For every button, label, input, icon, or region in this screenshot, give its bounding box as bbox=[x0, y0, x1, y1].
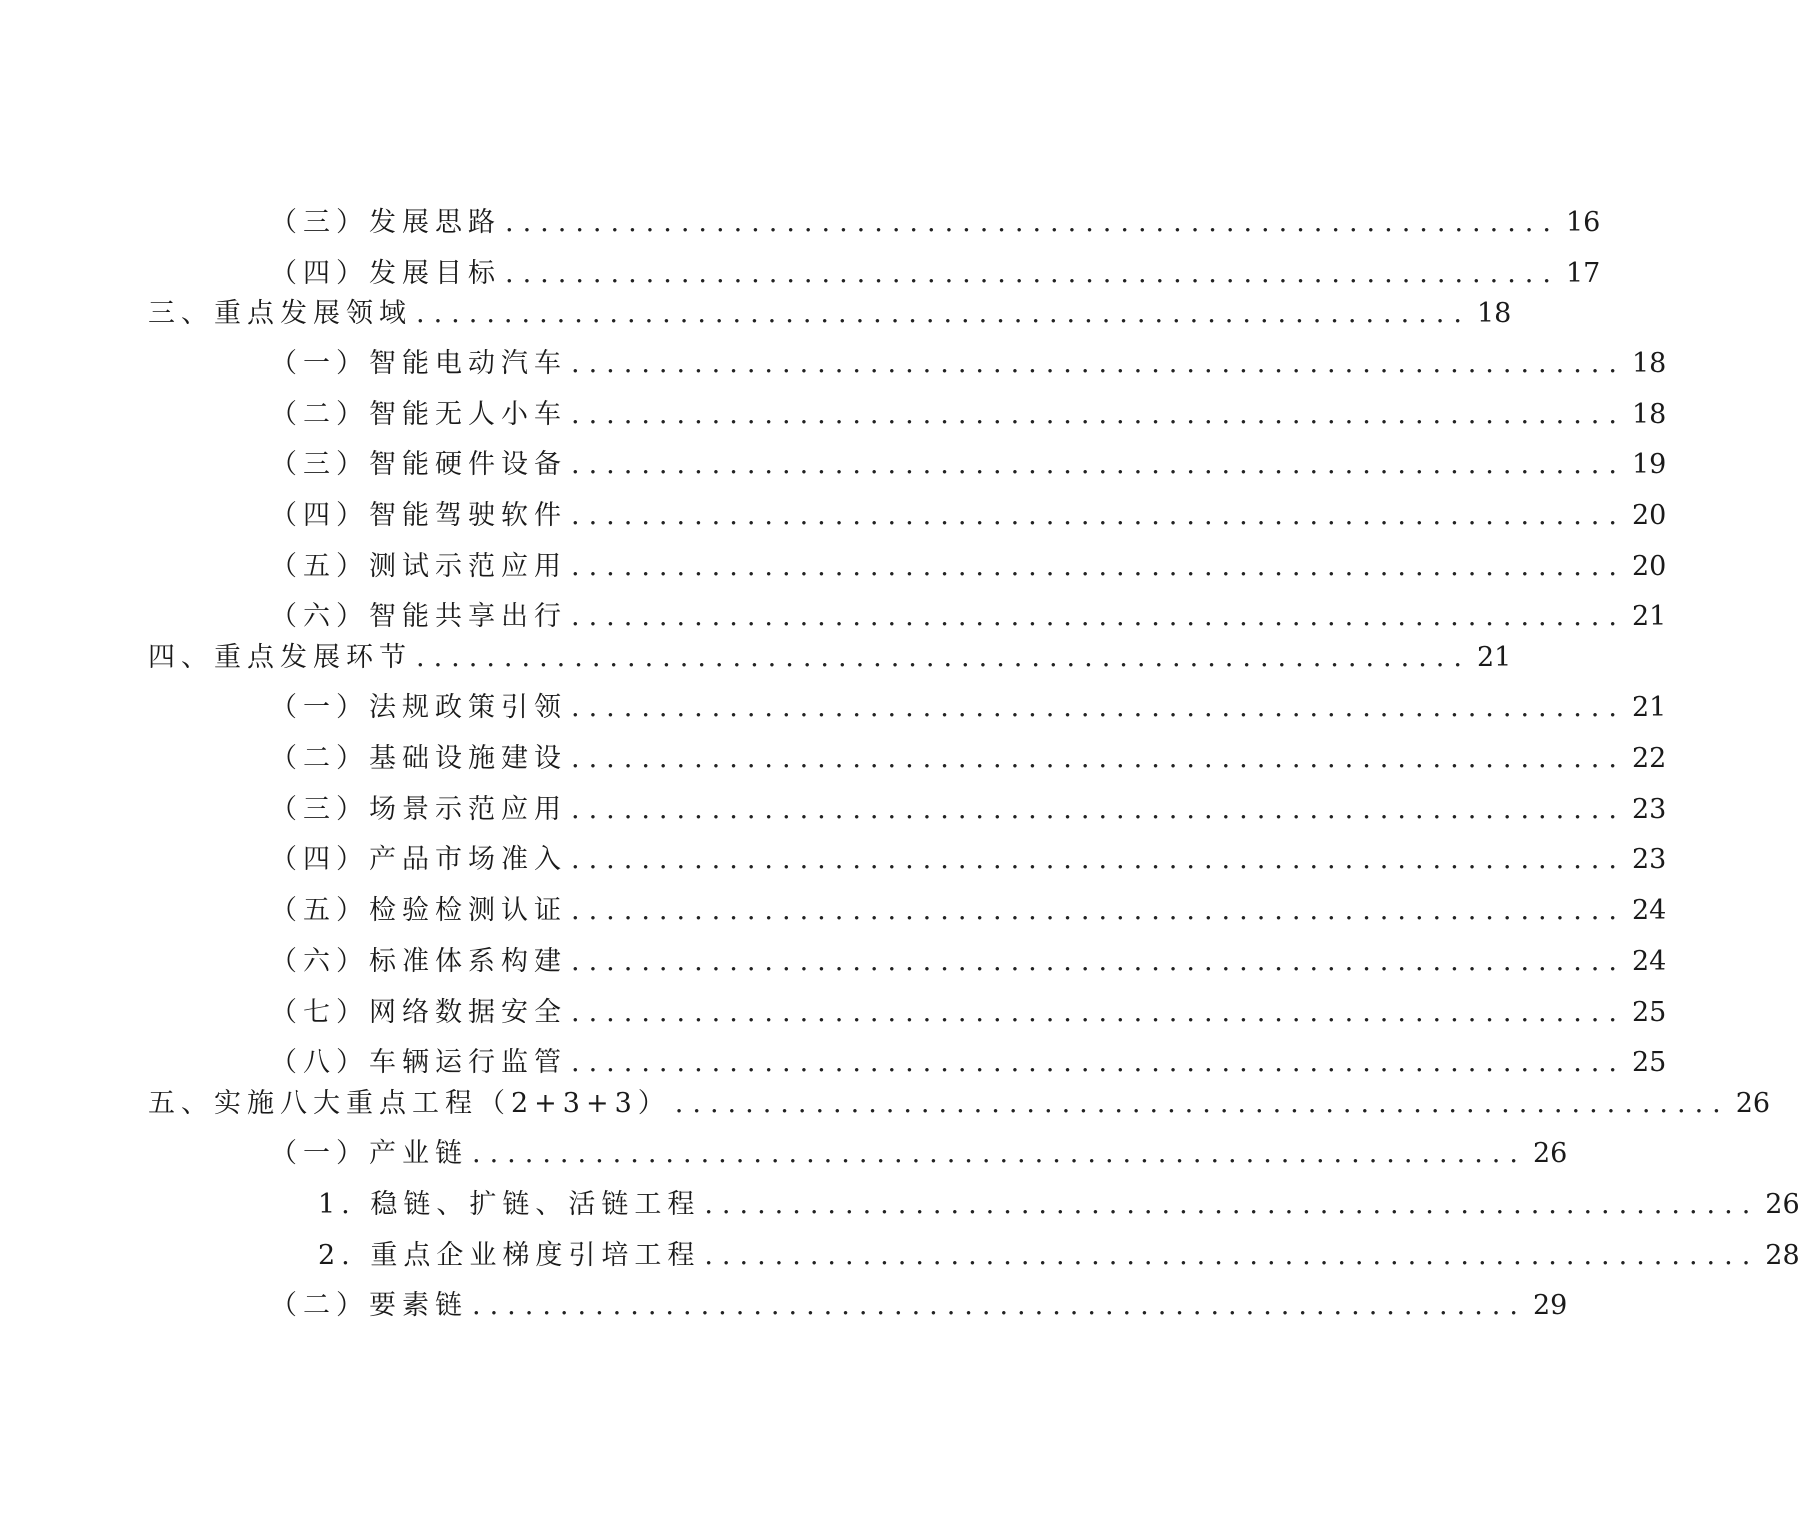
toc-entry-row bbox=[270, 837, 1667, 877]
toc-entry-row bbox=[270, 939, 1667, 979]
toc-entry-row bbox=[270, 787, 1667, 827]
toc-dot-leader: ............................................................ bbox=[571, 500, 1626, 531]
toc-dot-leader: ............................................................ bbox=[704, 1189, 1760, 1220]
toc-entry-row bbox=[270, 1131, 1568, 1171]
toc-dot-leader: ............................................................ bbox=[505, 258, 1560, 289]
toc-entry-row bbox=[270, 685, 1667, 725]
toc-entry-row bbox=[270, 544, 1667, 584]
toc-entry-label: （一）产业链 bbox=[270, 1138, 468, 1169]
toc-entry-page-number: 22 bbox=[1631, 743, 1667, 774]
toc-entry-label: 四、重点发展环节 bbox=[148, 642, 412, 673]
toc-entry-row bbox=[270, 1283, 1568, 1323]
toc-entry-page-number: 23 bbox=[1631, 794, 1667, 825]
toc-dot-leader: ............................................................ bbox=[571, 946, 1626, 977]
toc-entry-label: （四）产品市场准入 bbox=[270, 844, 567, 875]
toc-entry-label: （八）车辆运行监管 bbox=[270, 1047, 567, 1078]
toc-dot-leader: ............................................................ bbox=[571, 692, 1626, 723]
toc-entry-page-number: 29 bbox=[1532, 1290, 1568, 1321]
toc-entry-page-number: 18 bbox=[1476, 298, 1512, 329]
toc-entry-label: （一）智能电动汽车 bbox=[270, 348, 567, 379]
toc-entry-page-number: 26 bbox=[1765, 1189, 1800, 1220]
toc-entry-page-number: 20 bbox=[1631, 551, 1667, 582]
toc-entry-page-number: 19 bbox=[1631, 449, 1667, 480]
toc-entry-label: （三）发展思路 bbox=[270, 207, 501, 238]
toc-entry-row bbox=[148, 1081, 1771, 1121]
toc-dot-leader: ............................................................ bbox=[571, 551, 1626, 582]
toc-entry-row bbox=[270, 341, 1667, 381]
toc-entry-label: （一）法规政策引领 bbox=[270, 692, 567, 723]
toc-entry-label: 2. 重点企业梯度引培工程 bbox=[318, 1240, 701, 1271]
toc-entry-label: （七）网络数据安全 bbox=[270, 997, 567, 1028]
toc-entry-page-number: 18 bbox=[1631, 399, 1667, 430]
toc-entry-row bbox=[318, 1182, 1800, 1222]
toc-entry-page-number: 21 bbox=[1631, 601, 1667, 632]
toc-entry-label: 1. 稳链、扩链、活链工程 bbox=[318, 1189, 701, 1220]
toc-entry-label: （五）测试示范应用 bbox=[270, 551, 567, 582]
toc-dot-leader: ............................................................ bbox=[472, 1290, 1527, 1321]
toc-entry-label: （三）智能硬件设备 bbox=[270, 449, 567, 480]
toc-dot-leader: ............................................................ bbox=[571, 997, 1626, 1028]
toc-entry-page-number: 28 bbox=[1765, 1240, 1800, 1271]
toc-entry-page-number: 23 bbox=[1631, 844, 1667, 875]
toc-entry-page-number: 17 bbox=[1565, 258, 1601, 289]
toc-entry-page-number: 16 bbox=[1565, 207, 1601, 238]
toc-entry-label: （四）发展目标 bbox=[270, 258, 501, 289]
toc-entry-row bbox=[270, 888, 1667, 928]
toc-entry-label: （四）智能驾驶软件 bbox=[270, 500, 567, 531]
toc-entry-row bbox=[270, 442, 1667, 482]
toc-entry-page-number: 20 bbox=[1631, 500, 1667, 531]
toc-entry-page-number: 21 bbox=[1476, 642, 1512, 673]
toc-dot-leader: ............................................................ bbox=[505, 207, 1560, 238]
toc-entry-label: （五）检验检测认证 bbox=[270, 895, 567, 926]
toc-entry-label: 五、实施八大重点工程（2+3+3） bbox=[148, 1088, 671, 1119]
toc-dot-leader: ............................................................ bbox=[571, 844, 1626, 875]
toc-entry-page-number: 26 bbox=[1532, 1138, 1568, 1169]
toc-entry-row bbox=[148, 635, 1512, 675]
toc-dot-leader: ............................................................ bbox=[571, 449, 1626, 480]
toc-entry-label: （三）场景示范应用 bbox=[270, 794, 567, 825]
toc-dot-leader: ............................................................ bbox=[571, 743, 1626, 774]
toc-entry-row bbox=[270, 392, 1667, 432]
toc-entry-page-number: 25 bbox=[1631, 1047, 1667, 1078]
toc-dot-leader: ............................................................ bbox=[571, 399, 1626, 430]
toc-entry-row bbox=[270, 200, 1601, 240]
toc-entry-label: （六）智能共享出行 bbox=[270, 601, 567, 632]
toc-entry-label: （二）智能无人小车 bbox=[270, 399, 567, 430]
toc-entry-page-number: 21 bbox=[1631, 692, 1667, 723]
toc-entry-row bbox=[318, 1233, 1800, 1273]
toc-dot-leader: ............................................................ bbox=[674, 1088, 1730, 1119]
toc-dot-leader: ............................................................ bbox=[571, 1047, 1626, 1078]
toc-entry-row bbox=[270, 1040, 1667, 1080]
toc-entry-row bbox=[270, 594, 1667, 634]
toc-entry-label: （六）标准体系构建 bbox=[270, 946, 567, 977]
toc-entry-page-number: 26 bbox=[1735, 1088, 1771, 1119]
toc-entry-page-number: 24 bbox=[1631, 946, 1667, 977]
toc-dot-leader: ............................................................ bbox=[416, 642, 1471, 673]
toc-dot-leader: ............................................................ bbox=[571, 794, 1626, 825]
toc-entry-row bbox=[148, 291, 1512, 331]
toc-entry-label: 三、重点发展领域 bbox=[148, 298, 412, 329]
toc-entry-page-number: 18 bbox=[1631, 348, 1667, 379]
toc-entry-label: （二）要素链 bbox=[270, 1290, 468, 1321]
toc-entry-row bbox=[270, 990, 1667, 1030]
toc-entry-label: （二）基础设施建设 bbox=[270, 743, 567, 774]
toc-entry-row bbox=[270, 493, 1667, 533]
toc-entry-page-number: 24 bbox=[1631, 895, 1667, 926]
toc-entry-row bbox=[270, 736, 1667, 776]
toc-entry-row bbox=[270, 251, 1601, 291]
toc-entry-page-number: 25 bbox=[1631, 997, 1667, 1028]
toc-dot-leader: ............................................................ bbox=[416, 298, 1471, 329]
toc-dot-leader: ............................................................ bbox=[571, 895, 1626, 926]
toc-dot-leader: ............................................................ bbox=[704, 1240, 1760, 1271]
toc-dot-leader: ............................................................ bbox=[571, 601, 1626, 632]
toc-dot-leader: ............................................................ bbox=[472, 1138, 1527, 1169]
toc-dot-leader: ............................................................ bbox=[571, 348, 1626, 379]
